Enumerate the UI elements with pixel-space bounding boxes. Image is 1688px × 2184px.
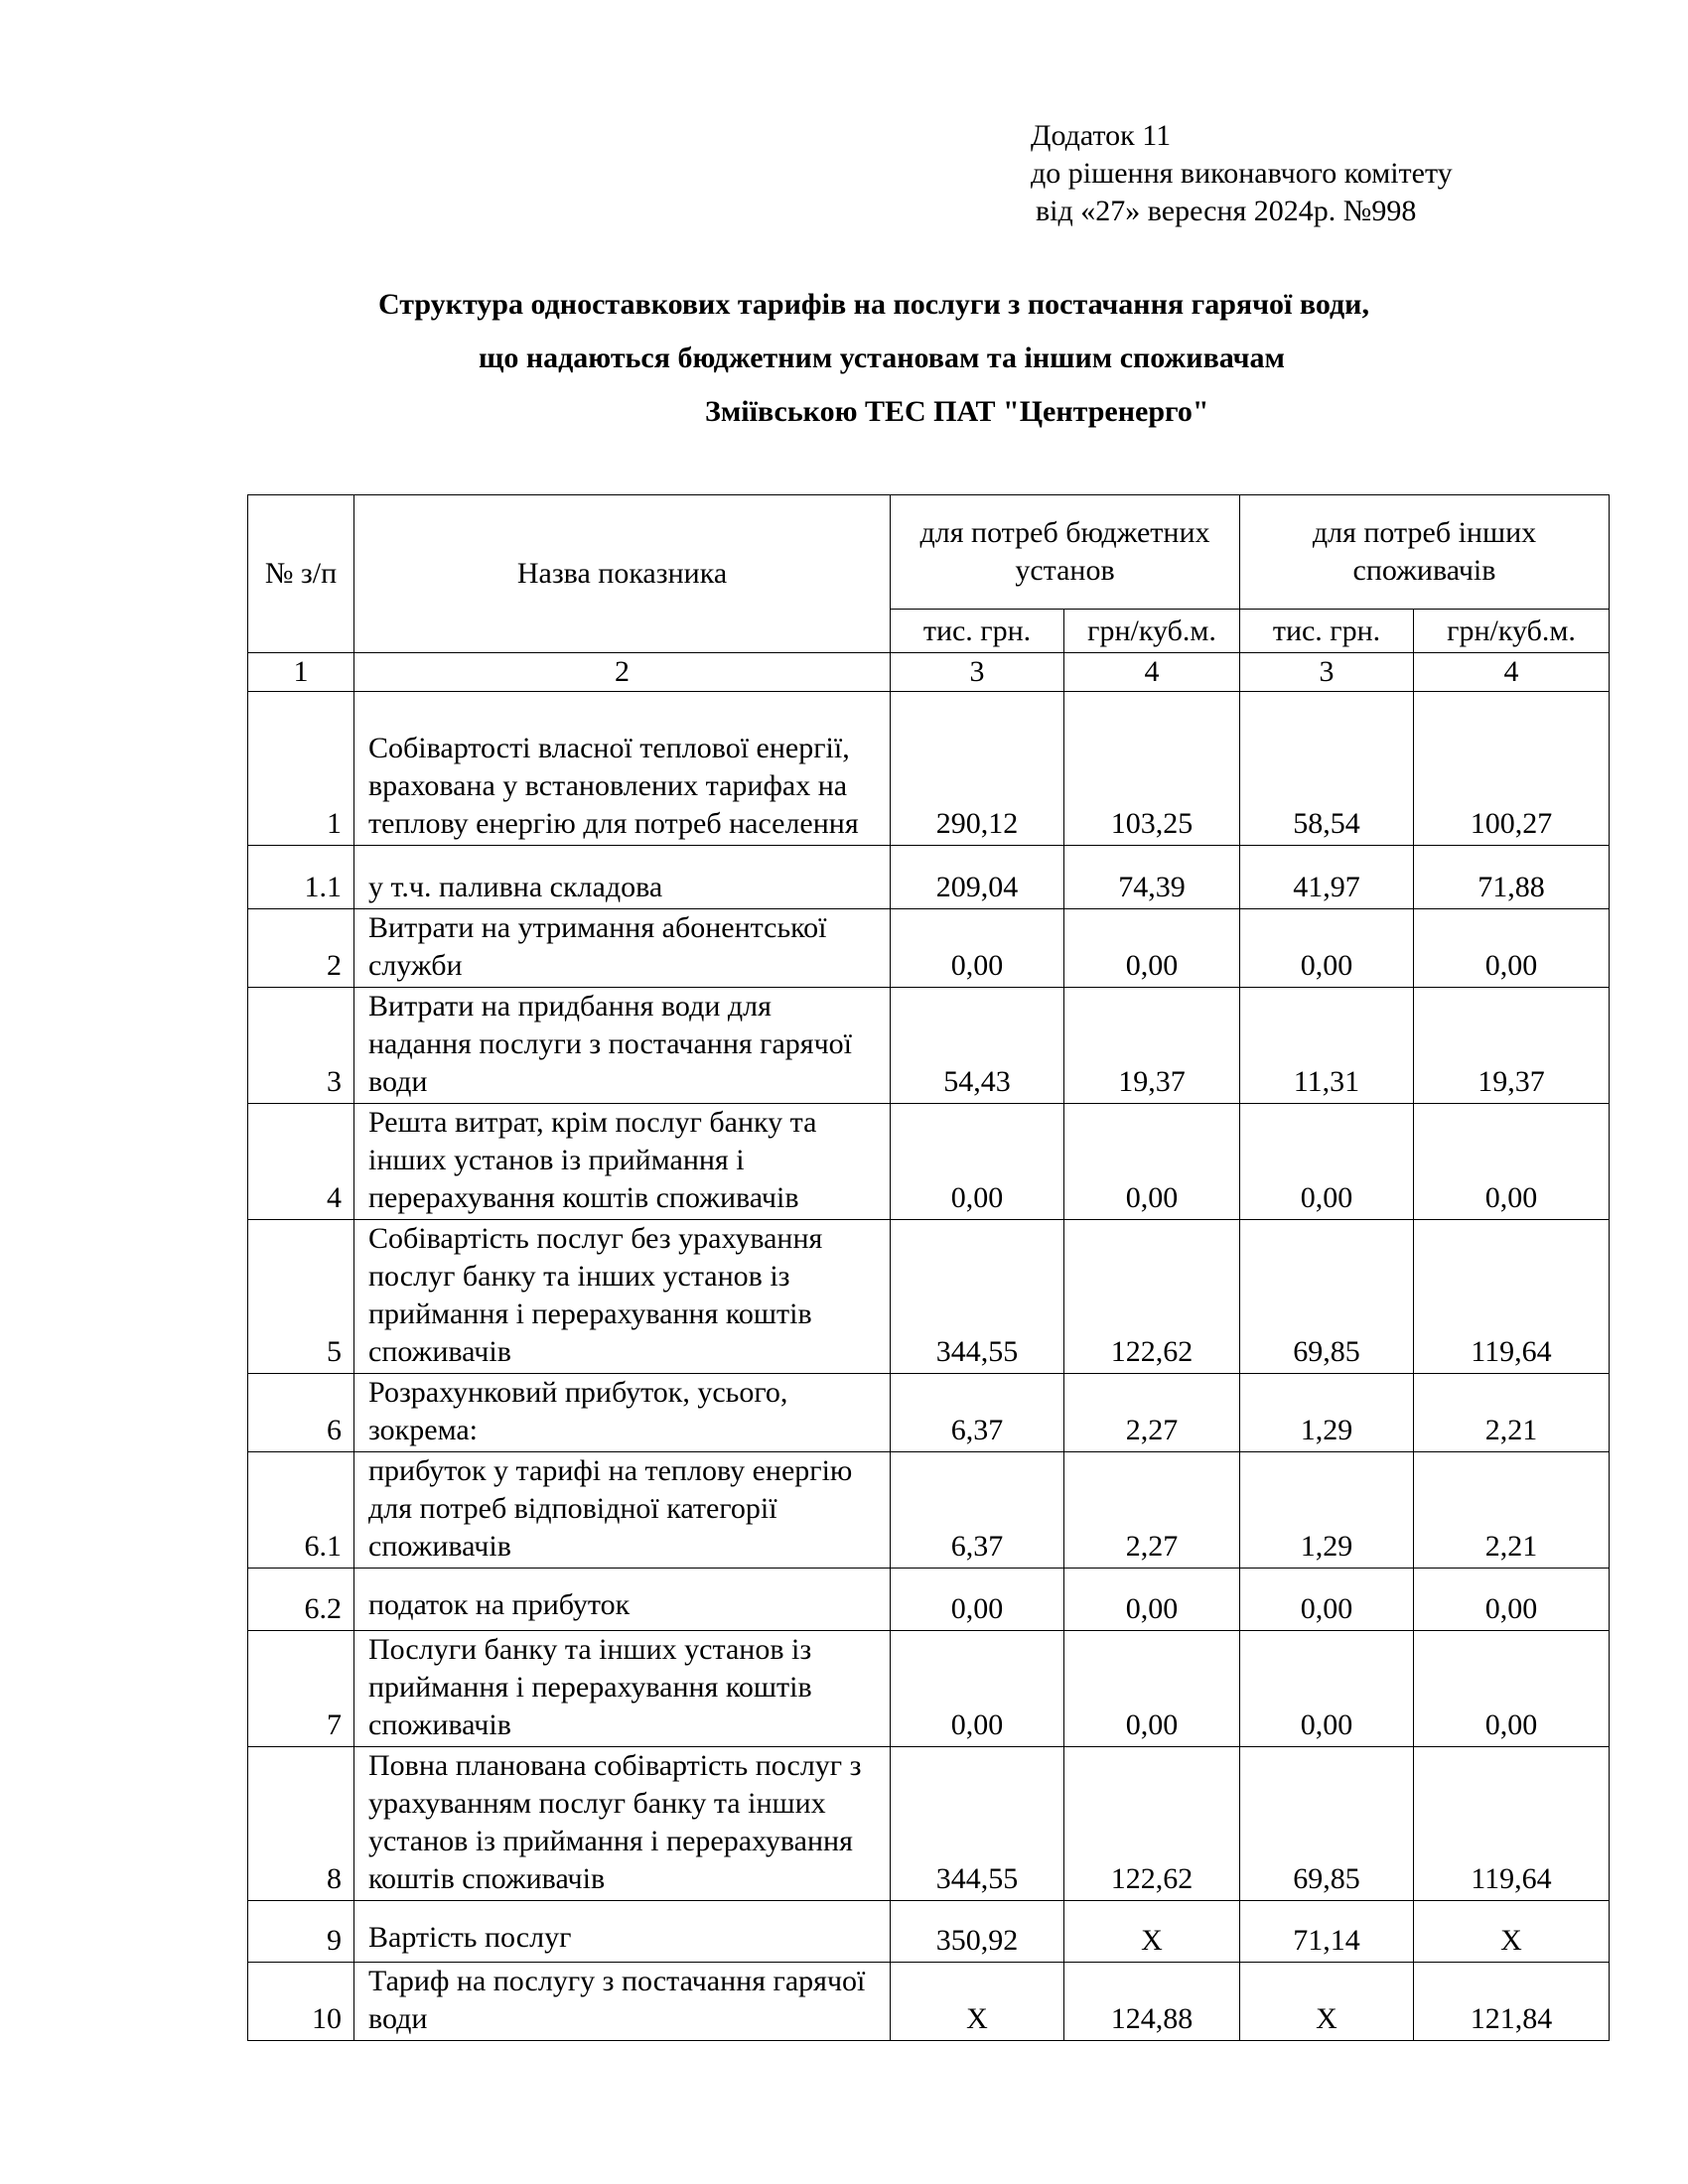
other-thousand-uah: 58,54 xyxy=(1240,692,1414,846)
annex-number: Додаток 11 xyxy=(1031,119,1172,152)
table-row xyxy=(248,1963,1610,2041)
column-index: 1 xyxy=(248,653,354,692)
annex-decision: до рішення виконавчого комітету xyxy=(1031,157,1453,190)
other-thousand-uah: 1,29 xyxy=(1240,1374,1414,1452)
header-unit-thousand-uah: тис. грн. xyxy=(891,610,1064,653)
other-uah-per-m3: 0,00 xyxy=(1414,1631,1610,1747)
row-number: 3 xyxy=(248,988,354,1104)
row-name: Повна планована собівартість послуг з урахуванням послуг банку та інших установ із приймання і перерахування коштів споживачів xyxy=(354,1747,891,1901)
budget-thousand-uah: 350,92 xyxy=(891,1901,1064,1963)
row-number: 6.1 xyxy=(248,1452,354,1569)
other-uah-per-m3: 2,21 xyxy=(1414,1374,1610,1452)
other-thousand-uah: 71,14 xyxy=(1240,1901,1414,1963)
row-name: Витрати на утримання абонентської служби xyxy=(354,909,891,988)
row-name: Тариф на послугу з постачання гарячої води xyxy=(354,1963,891,2041)
other-uah-per-m3: 0,00 xyxy=(1414,1569,1610,1631)
row-number: 5 xyxy=(248,1220,354,1374)
column-index: 3 xyxy=(1240,653,1414,692)
budget-uah-per-m3: 122,62 xyxy=(1064,1747,1240,1901)
other-uah-per-m3: 71,88 xyxy=(1414,846,1610,909)
budget-uah-per-m3: 0,00 xyxy=(1064,1569,1240,1631)
title-line-2: що надаються бюджетним установам та іншим споживачам xyxy=(479,341,1285,374)
other-thousand-uah: 1,29 xyxy=(1240,1452,1414,1569)
other-uah-per-m3: 19,37 xyxy=(1414,988,1610,1104)
budget-thousand-uah: 0,00 xyxy=(891,1104,1064,1220)
column-index: 3 xyxy=(891,653,1064,692)
budget-uah-per-m3: 2,27 xyxy=(1064,1452,1240,1569)
column-index: 4 xyxy=(1064,653,1240,692)
header-unit-uah-per-m3: грн/куб.м. xyxy=(1414,610,1610,653)
header-other: для потреб інших споживачів xyxy=(1240,495,1610,610)
other-thousand-uah: 0,00 xyxy=(1240,1569,1414,1631)
table-row xyxy=(248,1104,1610,1220)
budget-uah-per-m3: 0,00 xyxy=(1064,909,1240,988)
row-name: Собівартості власної теплової енергії, врахована у встановлених тарифах на теплову енергію для потреб населення xyxy=(354,692,891,846)
other-uah-per-m3: 100,27 xyxy=(1414,692,1610,846)
budget-thousand-uah: Х xyxy=(891,1963,1064,2041)
budget-uah-per-m3: 0,00 xyxy=(1064,1631,1240,1747)
table-row xyxy=(248,1569,1610,1631)
row-number: 6.2 xyxy=(248,1569,354,1631)
row-number: 8 xyxy=(248,1747,354,1901)
row-number: 2 xyxy=(248,909,354,988)
column-index-row xyxy=(248,653,1610,692)
budget-thousand-uah: 344,55 xyxy=(891,1220,1064,1374)
other-uah-per-m3: 2,21 xyxy=(1414,1452,1610,1569)
annex-block xyxy=(1031,117,1453,230)
header-num: № з/п xyxy=(248,495,354,653)
budget-uah-per-m3: 103,25 xyxy=(1064,692,1240,846)
row-number: 7 xyxy=(248,1631,354,1747)
budget-uah-per-m3: 19,37 xyxy=(1064,988,1240,1104)
header-unit-uah-per-m3: грн/куб.м. xyxy=(1064,610,1240,653)
other-uah-per-m3: 119,64 xyxy=(1414,1747,1610,1901)
row-name: прибуток у тарифі на теплову енергію для потреб відповідної категорії споживачів xyxy=(354,1452,891,1569)
other-thousand-uah: 69,85 xyxy=(1240,1220,1414,1374)
budget-thousand-uah: 6,37 xyxy=(891,1374,1064,1452)
header-name: Назва показника xyxy=(354,495,891,653)
budget-uah-per-m3: 122,62 xyxy=(1064,1220,1240,1374)
table-row xyxy=(248,1374,1610,1452)
table-row xyxy=(248,1901,1610,1963)
table-row xyxy=(248,692,1610,846)
table-row xyxy=(248,988,1610,1104)
row-name: Собівартість послуг без урахування послуг банку та інших установ із приймання і перерахування коштів споживачів xyxy=(354,1220,891,1374)
other-uah-per-m3: Х xyxy=(1414,1901,1610,1963)
header-unit-thousand-uah: тис. грн. xyxy=(1240,610,1414,653)
budget-thousand-uah: 290,12 xyxy=(891,692,1064,846)
other-thousand-uah: 0,00 xyxy=(1240,909,1414,988)
table-row xyxy=(248,1747,1610,1901)
budget-thousand-uah: 344,55 xyxy=(891,1747,1064,1901)
other-thousand-uah: 0,00 xyxy=(1240,1104,1414,1220)
row-name: у т.ч. паливна складова xyxy=(354,846,891,909)
other-uah-per-m3: 119,64 xyxy=(1414,1220,1610,1374)
table-row xyxy=(248,909,1610,988)
budget-thousand-uah: 0,00 xyxy=(891,1631,1064,1747)
row-number: 6 xyxy=(248,1374,354,1452)
column-index: 4 xyxy=(1414,653,1610,692)
title-line-1: Структура одноставкових тарифів на послуги з постачання гарячої води, xyxy=(378,288,1369,321)
column-index: 2 xyxy=(354,653,891,692)
budget-thousand-uah: 209,04 xyxy=(891,846,1064,909)
other-thousand-uah: 11,31 xyxy=(1240,988,1414,1104)
budget-uah-per-m3: 74,39 xyxy=(1064,846,1240,909)
other-uah-per-m3: 121,84 xyxy=(1414,1963,1610,2041)
row-number: 9 xyxy=(248,1901,354,1963)
other-thousand-uah: 69,85 xyxy=(1240,1747,1414,1901)
row-name: Вартість послуг xyxy=(354,1901,891,1963)
row-name: податок на прибуток xyxy=(354,1569,891,1631)
header-budget: для потреб бюджетних установ xyxy=(891,495,1240,610)
table-row xyxy=(248,1220,1610,1374)
row-number: 4 xyxy=(248,1104,354,1220)
row-name: Послуги банку та інших установ із приймання і перерахування коштів споживачів xyxy=(354,1631,891,1747)
tariff-table xyxy=(247,494,1610,2041)
other-uah-per-m3: 0,00 xyxy=(1414,909,1610,988)
budget-uah-per-m3: 2,27 xyxy=(1064,1374,1240,1452)
row-number: 1 xyxy=(248,692,354,846)
other-thousand-uah: 41,97 xyxy=(1240,846,1414,909)
budget-uah-per-m3: 124,88 xyxy=(1064,1963,1240,2041)
budget-uah-per-m3: Х xyxy=(1064,1901,1240,1963)
row-name: Витрати на придбання води для надання послуги з постачання гарячої води xyxy=(354,988,891,1104)
other-uah-per-m3: 0,00 xyxy=(1414,1104,1610,1220)
row-number: 10 xyxy=(248,1963,354,2041)
budget-thousand-uah: 54,43 xyxy=(891,988,1064,1104)
table-row xyxy=(248,1631,1610,1747)
table-row xyxy=(248,1452,1610,1569)
row-name: Розрахунковий прибуток, усього, зокрема: xyxy=(354,1374,891,1452)
budget-thousand-uah: 0,00 xyxy=(891,1569,1064,1631)
budget-thousand-uah: 0,00 xyxy=(891,909,1064,988)
annex-date: від «27» вересня 2024р. №998 xyxy=(1036,195,1417,227)
other-thousand-uah: 0,00 xyxy=(1240,1631,1414,1747)
budget-thousand-uah: 6,37 xyxy=(891,1452,1064,1569)
title-line-3: Зміївською ТЕС ПАТ "Центренерго" xyxy=(705,395,1209,428)
budget-uah-per-m3: 0,00 xyxy=(1064,1104,1240,1220)
other-thousand-uah: Х xyxy=(1240,1963,1414,2041)
row-number: 1.1 xyxy=(248,846,354,909)
table-row xyxy=(248,846,1610,909)
row-name: Решта витрат, крім послуг банку та інших установ із приймання і перерахування коштів споживачів xyxy=(354,1104,891,1220)
